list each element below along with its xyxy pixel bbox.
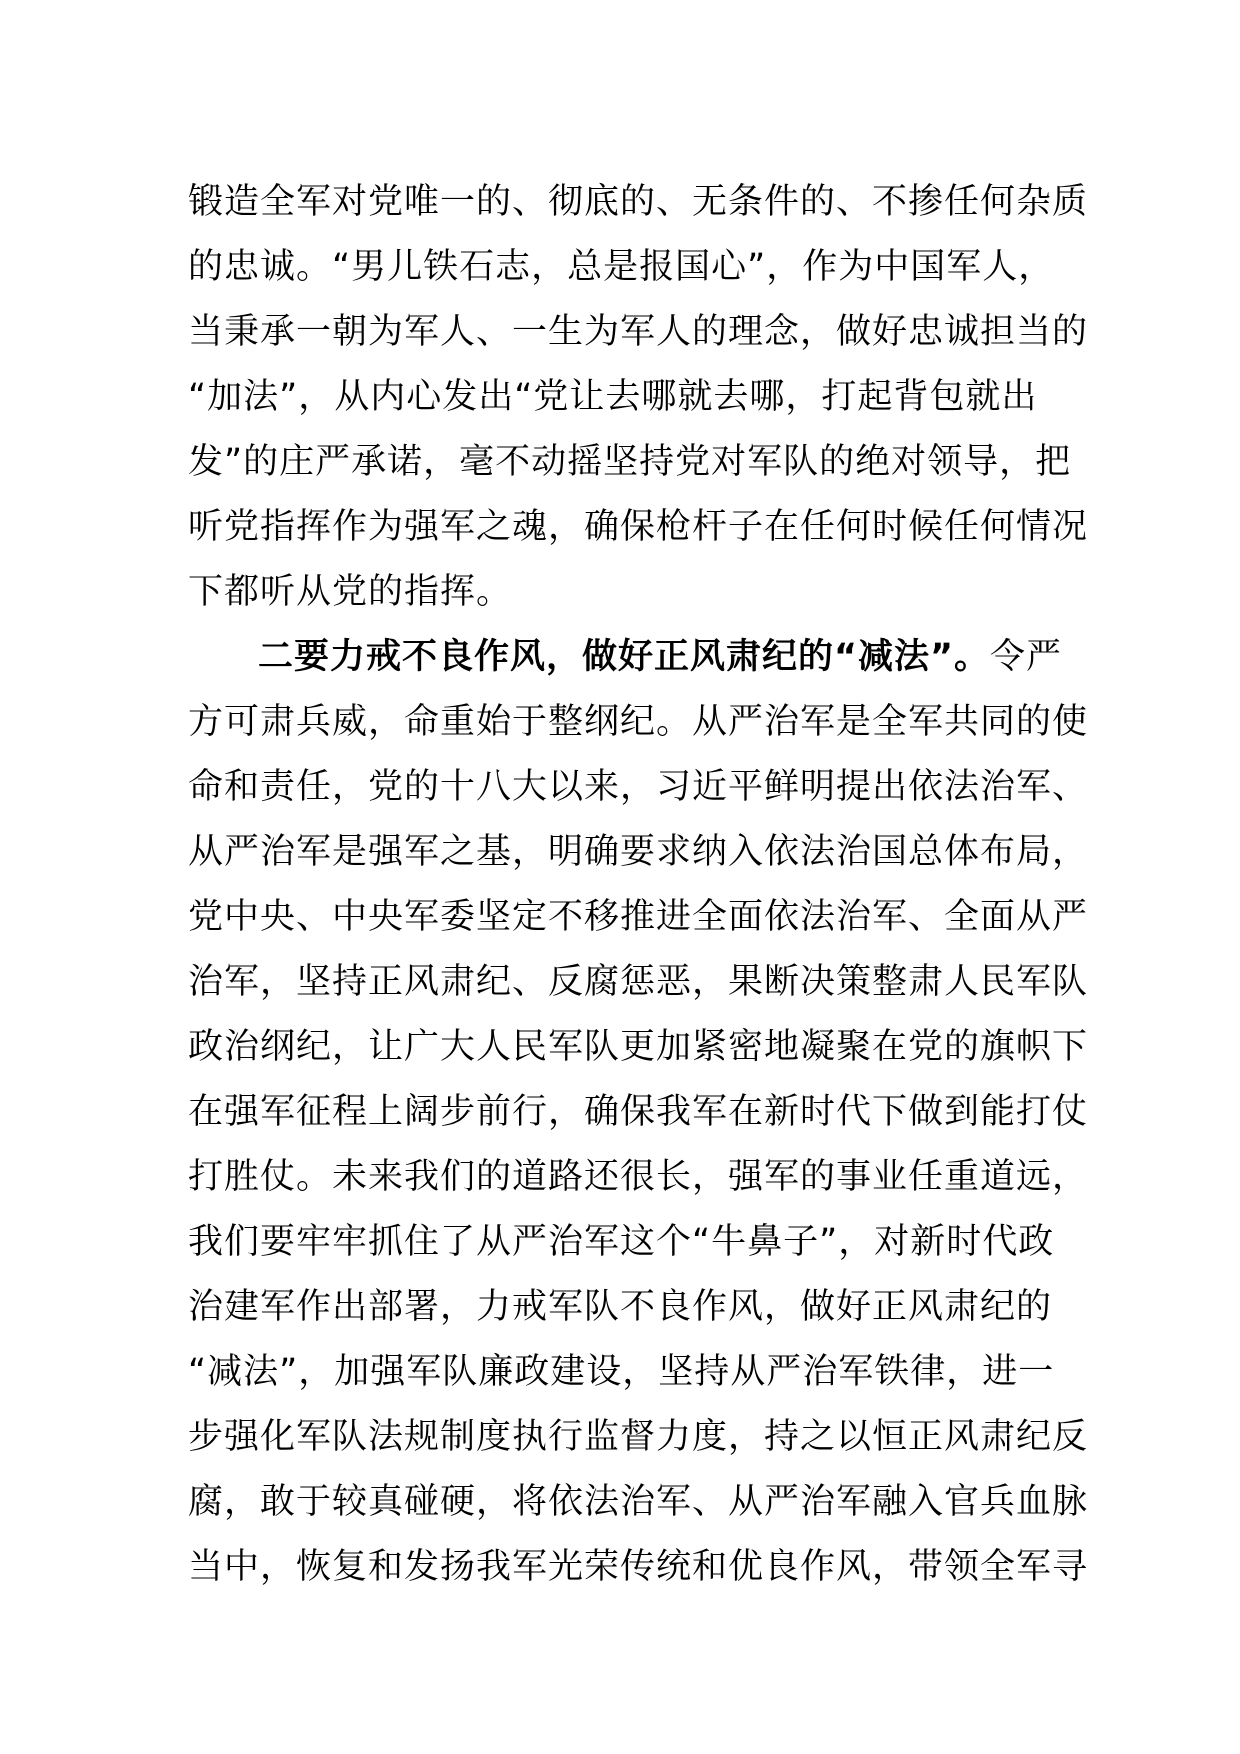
text-line: 步强化军队法规制度执行监督力度，持之以恒正风肃纪反 <box>188 1417 1089 1457</box>
text-line: 方可肃兵威，命重始于整纲纪。从严治军是全军共同的使 <box>188 702 1089 742</box>
text-line: 听党指挥作为强军之魂，确保枪杆子在任何时候任何情况 <box>188 507 1089 547</box>
text-line: 党中央、中央军委坚定不移推进全面依法治军、全面从严 <box>188 897 1089 937</box>
text-line: “减法”，加强军队廉政建设，坚持从严治军铁律，进一 <box>188 1352 1055 1392</box>
text-line: 当中，恢复和发扬我军光荣传统和优良作风，带领全军寻 <box>188 1547 1089 1587</box>
heading-trailing-text: 令严 <box>990 637 1063 677</box>
text-line: 当秉承一朝为军人、一生为军人的理念，做好忠诚担当的 <box>188 312 1089 352</box>
text-line: 命和责任，党的十八大以来，习近平鲜明提出依法治军、 <box>188 767 1089 807</box>
text-line: “加法”，从内心发出“党让去哪就去哪，打起背包就出 <box>188 377 1038 417</box>
text-line: 下都听从党的指挥。 <box>188 572 513 612</box>
paragraph-loyalty <box>188 170 1089 625</box>
text-line: 在强军征程上阔步前行，确保我军在新时代下做到能打仗 <box>188 1092 1089 1132</box>
text-line: 政治纲纪，让广大人民军队更加紧密地凝聚在党的旗帜下 <box>188 1027 1089 1067</box>
paragraph-heading: 二要力戒不良作风，做好正风肃纪的“减法”。 <box>258 637 991 677</box>
text-line: 我们要牢牢抓住了从严治军这个“牛鼻子”，对新时代政 <box>188 1222 1055 1262</box>
text-line: 从严治军是强军之基，明确要求纳入依法治国总体布局， <box>188 832 1089 872</box>
text-line: 打胜仗。未来我们的道路还很长，强军的事业任重道远， <box>188 1157 1089 1197</box>
paragraph-first-line <box>188 625 1063 690</box>
document-body <box>188 170 1089 1600</box>
text-line: 治建军作出部署，力戒军队不良作风，做好正风肃纪的 <box>188 1287 1053 1327</box>
text-line: 腐，敢于较真碰硬，将依法治军、从严治军融入官兵血脉 <box>188 1482 1089 1522</box>
text-line: 锻造全军对党唯一的、彻底的、无条件的、不掺任何杂质 <box>188 182 1089 222</box>
text-line: 治军，坚持正风肃纪、反腐惩恶，果断决策整肃人民军队 <box>188 962 1089 1002</box>
paragraph-discipline <box>188 625 1089 1600</box>
text-line: 发”的庄严承诺，毫不动摇坚持党对军队的绝对领导，把 <box>188 442 1072 482</box>
text-line: 的忠诚。“男儿铁石志，总是报国心”，作为中国军人， <box>188 247 1055 287</box>
